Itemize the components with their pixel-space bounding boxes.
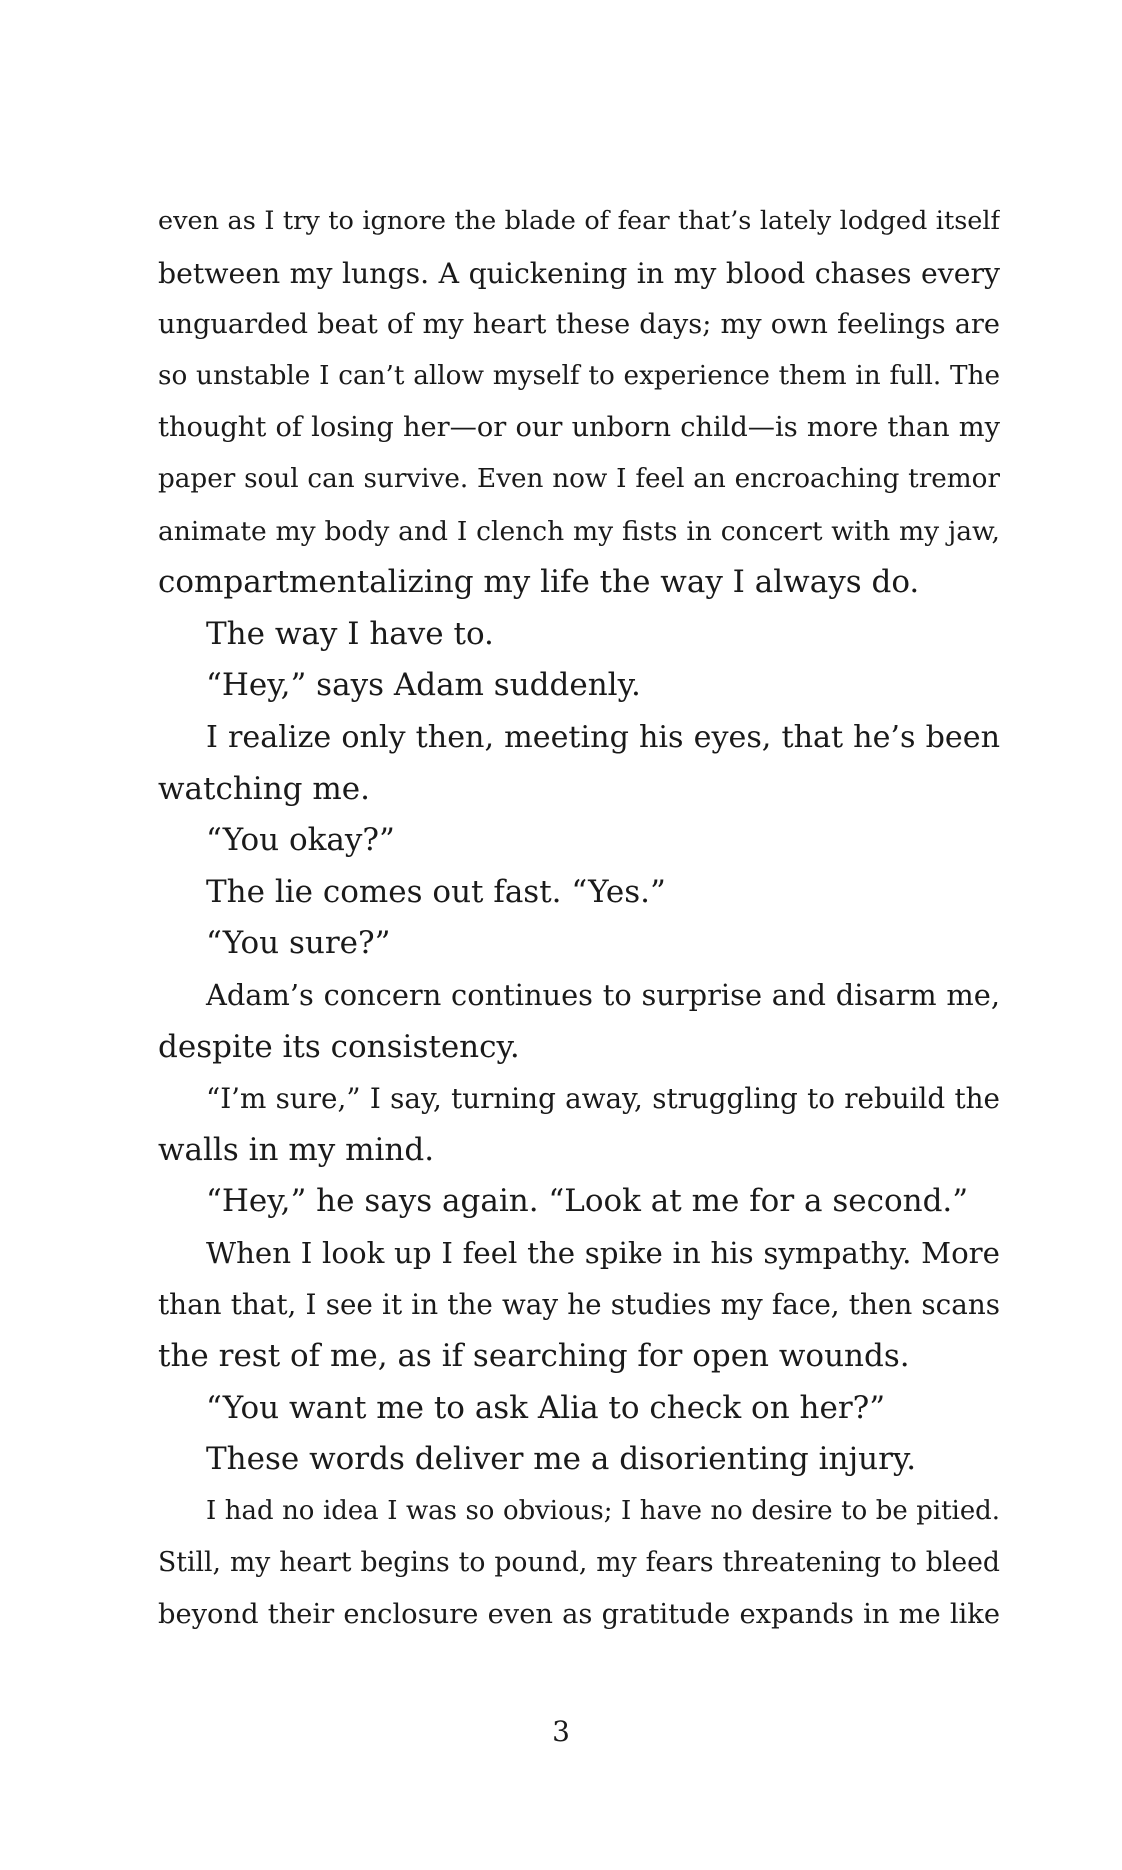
text-line: than that, I see it in the way he studies my face, then scans [158, 1288, 1000, 1322]
text-line: unguarded beat of my heart these days; my own feelings are [158, 309, 1000, 341]
text-line: the rest of me, as if searching for open wounds. [158, 1338, 910, 1375]
text-line: thought of losing her—or our unborn child—is more than my [158, 412, 1000, 444]
text-line: beyond their enclosure even as gratitude expands in me like [158, 1599, 1000, 1631]
text-line: between my lungs. A quickening in my blood chases every [158, 256, 1000, 290]
text-line: The way I have to. [206, 615, 494, 652]
text-line: When I look up I feel the spike in his sympathy. More [206, 1235, 1000, 1270]
text-line: compartmentalizing my life the way I always do. [158, 564, 920, 601]
text-line: “You want me to ask Alia to check on her?” [206, 1389, 886, 1426]
text-line: despite its consistency. [158, 1028, 520, 1065]
text-line: even as I try to ignore the blade of fear that’s lately lodged itself [158, 206, 1000, 236]
text-line: I realize only then, meeting his eyes, that he’s been [206, 719, 1000, 755]
text-line: paper soul can survive. Even now I feel an encroaching tremor [158, 463, 1000, 494]
text-line: animate my body and I clench my fists in concert with my jaw, [158, 515, 1000, 547]
page-number: 3 [552, 1715, 570, 1748]
text-line: walls in my mind. [158, 1131, 435, 1168]
text-line: I had no idea I was so obvious; I have no desire to be pitied. [206, 1495, 1000, 1526]
text-line: “You sure?” [206, 925, 391, 962]
text-line: Still, my heart begins to pound, my fears threatening to bleed [158, 1547, 1000, 1579]
text-line: The lie comes out fast. “Yes.” [206, 873, 666, 910]
text-line: so unstable I can’t allow myself to experience them in full. The [158, 360, 1000, 391]
text-line: These words deliver me a disorienting injury. [206, 1441, 917, 1478]
text-line: Adam’s concern continues to surprise and disarm me, [206, 977, 1000, 1012]
text-line: “Hey,” he says again. “Look at me for a second.” [206, 1183, 969, 1220]
text-line: “Hey,” says Adam suddenly. [206, 667, 641, 704]
text-line: watching me. [158, 770, 370, 807]
text-line: “I’m sure,” I say, turning away, struggling to rebuild the [206, 1082, 1000, 1116]
text-line: “You okay?” [206, 822, 395, 859]
body-text [158, 196, 1000, 1641]
